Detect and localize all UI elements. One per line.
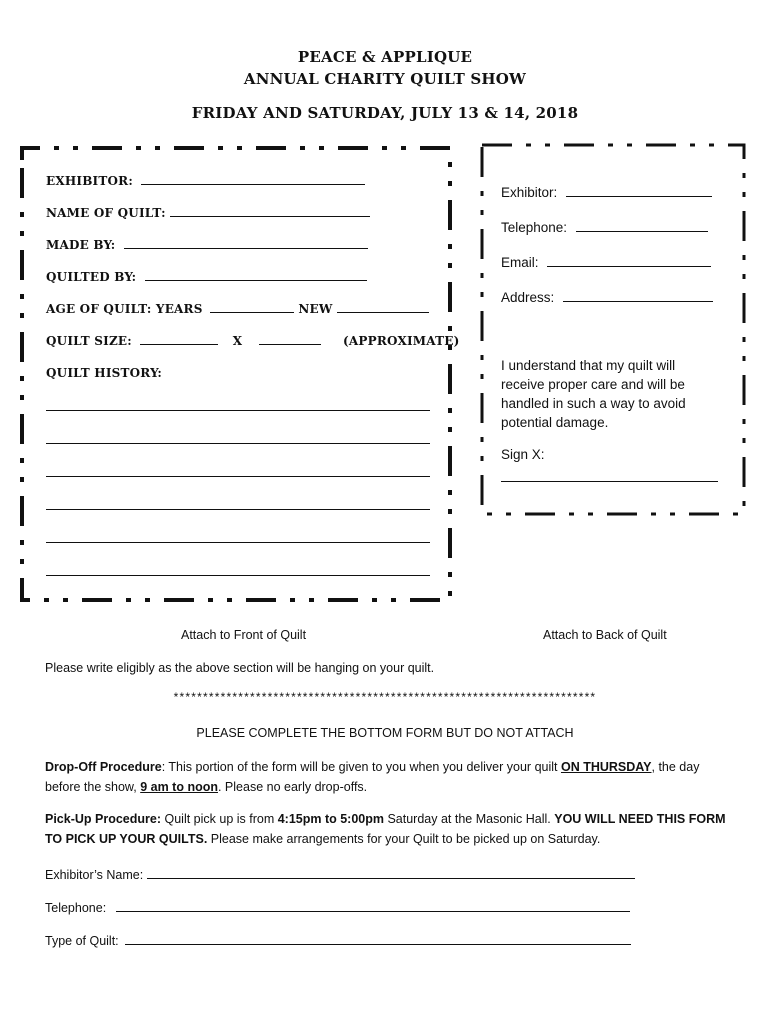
- age-row: [46, 300, 429, 316]
- quilt-name-field[interactable]: [170, 204, 370, 217]
- age-label: AGE OF QUILT: YEARS: [46, 302, 203, 316]
- dropoff-label: Drop-Off Procedure: [45, 760, 162, 774]
- bottom-telephone-label: Telephone:: [45, 901, 107, 915]
- quilt-history-line[interactable]: [46, 509, 430, 510]
- quilt-history-line[interactable]: [46, 443, 430, 444]
- show-dates: FRIDAY AND SATURDAY, JULY 13 & 14, 2018: [191, 104, 579, 122]
- quilted-by-field[interactable]: [145, 268, 367, 281]
- sign-label: Sign X:: [501, 447, 545, 462]
- quilt-size-length-field[interactable]: [259, 332, 321, 345]
- bottom-type-label: Type of Quilt:: [45, 934, 119, 948]
- made-by-row: [46, 236, 368, 252]
- bottom-type-field[interactable]: [125, 931, 631, 945]
- bottom-name-row: [45, 865, 635, 882]
- quilt-history-line[interactable]: [46, 410, 430, 411]
- approximate-label: (APPROXIMATE): [343, 334, 460, 348]
- back-exhibitor-row: [501, 184, 712, 200]
- quilt-size-row: [46, 332, 459, 348]
- back-telephone-row: [501, 219, 708, 235]
- pickup-warning: YOU WILL NEED THIS FORM TO PICK UP YOUR QUILTS.: [45, 812, 726, 846]
- back-telephone-field[interactable]: [576, 219, 708, 232]
- pickup-text: Please make arrangements for your Quilt to be picked up on Saturday.: [207, 832, 601, 846]
- quilt-name-label: NAME OF QUILT:: [46, 206, 166, 220]
- back-email-label: Email:: [501, 255, 539, 270]
- quilt-history-line[interactable]: [46, 575, 430, 576]
- bottom-telephone-row: [45, 898, 630, 915]
- care-statement-line: receive proper care and will be: [501, 377, 685, 392]
- quilt-size-width-field[interactable]: [140, 332, 218, 345]
- care-statement-line: handled in such a way to avoid: [501, 396, 686, 411]
- back-address-row: [501, 289, 713, 305]
- age-years-field[interactable]: [210, 300, 294, 313]
- quilted-by-row: [46, 268, 367, 284]
- care-statement-line: potential damage.: [501, 415, 609, 430]
- back-telephone-label: Telephone:: [501, 220, 568, 235]
- bottom-telephone-field[interactable]: [116, 898, 630, 912]
- show-title: PEACE & APPLIQUE: [297, 48, 473, 66]
- front-caption: Attach to Front of Quilt: [181, 628, 307, 642]
- care-statement-line: I understand that my quilt will: [501, 358, 676, 373]
- pickup-procedure: [45, 809, 727, 849]
- bottom-name-label: Exhibitor’s Name:: [45, 868, 144, 882]
- made-by-field[interactable]: [124, 236, 368, 249]
- age-new-field[interactable]: [337, 300, 429, 313]
- pickup-text: Quilt pick up is from: [161, 812, 278, 826]
- quilted-by-label: QUILTED BY:: [46, 270, 137, 284]
- back-email-field[interactable]: [547, 254, 711, 267]
- exhibitor-label: EXHIBITOR:: [46, 174, 133, 188]
- separator: ************************************************************************: [173, 690, 597, 704]
- back-caption: Attach to Back of Quilt: [543, 628, 667, 642]
- quilt-history-label: QUILT HISTORY:: [46, 366, 163, 380]
- dropoff-text: : This portion of the form will be given to you when you deliver your quilt: [161, 760, 561, 774]
- legibility-note: Please write eligibly as the above section will be hanging on your quilt.: [45, 661, 435, 675]
- new-label: NEW: [298, 302, 333, 316]
- dropoff-day: ON THURSDAY: [560, 760, 652, 774]
- made-by-label: MADE BY:: [46, 238, 116, 252]
- pickup-text: Saturday at the Masonic Hall.: [384, 812, 555, 826]
- size-x-label: X: [232, 334, 243, 348]
- pickup-time: 4:15pm to 5:00pm: [277, 812, 384, 826]
- bottom-name-field[interactable]: [147, 865, 635, 879]
- dropoff-text: . Please no early drop-offs.: [217, 780, 368, 794]
- pickup-label: Pick-Up Procedure:: [45, 812, 162, 826]
- back-email-row: [501, 254, 711, 270]
- signature-line[interactable]: [501, 481, 718, 482]
- back-exhibitor-label: Exhibitor:: [501, 185, 558, 200]
- back-address-field[interactable]: [563, 289, 713, 302]
- quilt-size-label: QUILT SIZE:: [46, 334, 132, 348]
- dropoff-time: 9 am to noon: [140, 780, 218, 794]
- back-address-label: Address:: [501, 290, 555, 305]
- bottom-type-row: [45, 931, 631, 948]
- bottom-instruction: PLEASE COMPLETE THE BOTTOM FORM BUT DO NOT ATTACH: [196, 726, 574, 740]
- dropoff-text: , the day before the show,: [45, 760, 700, 794]
- exhibitor-field[interactable]: [141, 172, 365, 185]
- show-subtitle: ANNUAL CHARITY QUILT SHOW: [243, 70, 527, 88]
- dropoff-procedure: [45, 757, 725, 797]
- quilt-name-row: [46, 204, 370, 220]
- back-exhibitor-field[interactable]: [566, 184, 712, 197]
- quilt-history-line[interactable]: [46, 476, 430, 477]
- quilt-history-line[interactable]: [46, 542, 430, 543]
- exhibitor-row: [46, 172, 365, 188]
